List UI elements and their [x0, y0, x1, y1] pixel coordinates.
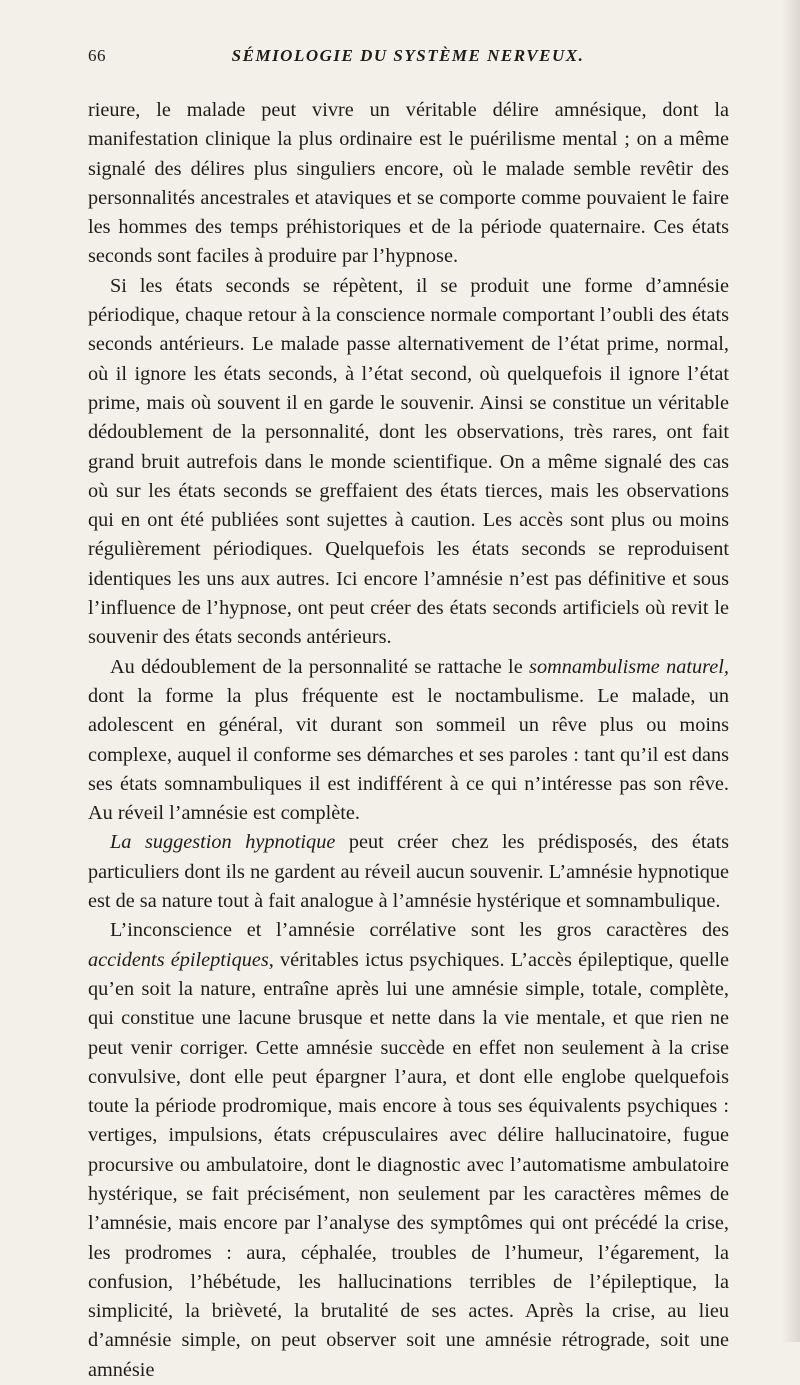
page-number: 66: [88, 46, 106, 65]
paragraph-4: [88, 828, 729, 916]
paragraph-3: [88, 653, 729, 829]
paragraph-5-text-b: véritables ictus psychiques. L’accès épileptique, quelle qu’en soit la nature, entraîne après lui une amnésie simple, totale, complète, qui constitue une lacune brusque et nette dans la vie mentale, et que rien ne peut venir corriger. Cette amnésie succède en effet non seulement à la crise convulsive, dont elle peut épargner l’aura, et dont elle englobe quelquefois toute la période prodromique, mais encore à tous ses équivalents psychiques : vertiges, impulsions, états crépusculaires avec délire hallucinatoire, fugue procursive ou ambulatoire, dont le diagnostic avec l’automatisme ambulatoire hystérique, se fait précisément, non seulement par les caractères mêmes de l’amnésie, mais encore par l’analyse des symptômes qui ont précédé la crise, les prodromes : aura, céphalée, troubles de l’humeur, l’égarement, la confusion, l’hébétude, les hallucinations terribles de l’épileptique, la simplicité, la brièveté, la brutalité de ses actes. Après la crise, au lieu d’amnésie simple, on peut observer soit une amnésie rétrograde, soit une amnésie: [88, 948, 729, 1381]
body-text: [88, 96, 729, 1385]
paragraph-5-text-a: L’inconscience et l’amnésie corrélative sont les gros caractères des: [110, 919, 729, 942]
term-accidents-epileptiques: accidents épileptiques,: [88, 948, 274, 971]
paragraph-2: Si les états seconds se répètent, il se produit une forme d’amnésie périodique, chaque retour à la conscience normale comportant l’oubli des états seconds antérieurs. Le malade passe alternativement de l’état prime, normal, où il ignore les états seconds, à l’état second, où quelquefois il ignore l’état prime, mais où souvent il en garde le souvenir. Ainsi se constitue un véritable dédoublement de la personnalité, dont les observations, très rares, ont fait grand bruit autrefois dans le monde scientifique. On a même signalé des cas où sur les états seconds se greffaient des états tierces, mais les observations qui en ont été publiées sont sujettes à caution. Les accès sont plus ou moins régulièrement périodiques. Quelquefois les états seconds se reproduisent identiques les uns aux autres. Ici encore l’amnésie n’est pas définitive et sous l’influence de l’hypnose, ont peut créer des états seconds artificiels où revit le souvenir des états seconds antérieurs.: [88, 274, 729, 649]
paragraph-5: [88, 916, 729, 1385]
running-title: SÉMIOLOGIE DU SYSTÈME NERVEUX.: [231, 46, 585, 65]
paragraph-3-text-a: Au dédoublement de la personnalité se rattache le: [110, 655, 530, 678]
paragraph-1: rieure, le malade peut vivre un véritable délire amnésique, dont la manifestation clinique la plus ordinaire est le puérilisme mental ; on a même signalé des délires plus singuliers encore, où le malade semble revêtir des personnalités ancestrales et ataviques et se comporte comme pouvaient le faire les hommes des temps préhistoriques et de la période quaternaire. Ces états seconds sont faciles à produire par l’hypnose.: [88, 99, 729, 268]
paragraph-3-text-b: dont la forme la plus fréquente est le noctambulisme. Le malade, un adolescent en général, vit durant son sommeil un rêve plus ou moins complexe, auquel il conforme ses démarches et ses paroles : tant qu’il est dans ses états somnambuliques il est indifférent à ce qui n’intéresse pas son rêve. Au réveil l’amnésie est complète.: [88, 684, 729, 825]
term-somnambulisme-naturel: somnambulisme naturel,: [529, 655, 729, 678]
paragraph-4-text-b: peut créer chez les prédisposés, des états particuliers dont ils ne gardent au réveil aucun souvenir. L’amnésie hypnotique est de sa nature tout à fait analogue à l’amnésie hystérique et somnambulique.: [88, 831, 729, 913]
term-suggestion-hypnotique: La suggestion hypnotique: [110, 831, 336, 854]
page-header: [88, 46, 728, 74]
page-edge-shadow: [782, 0, 800, 1342]
